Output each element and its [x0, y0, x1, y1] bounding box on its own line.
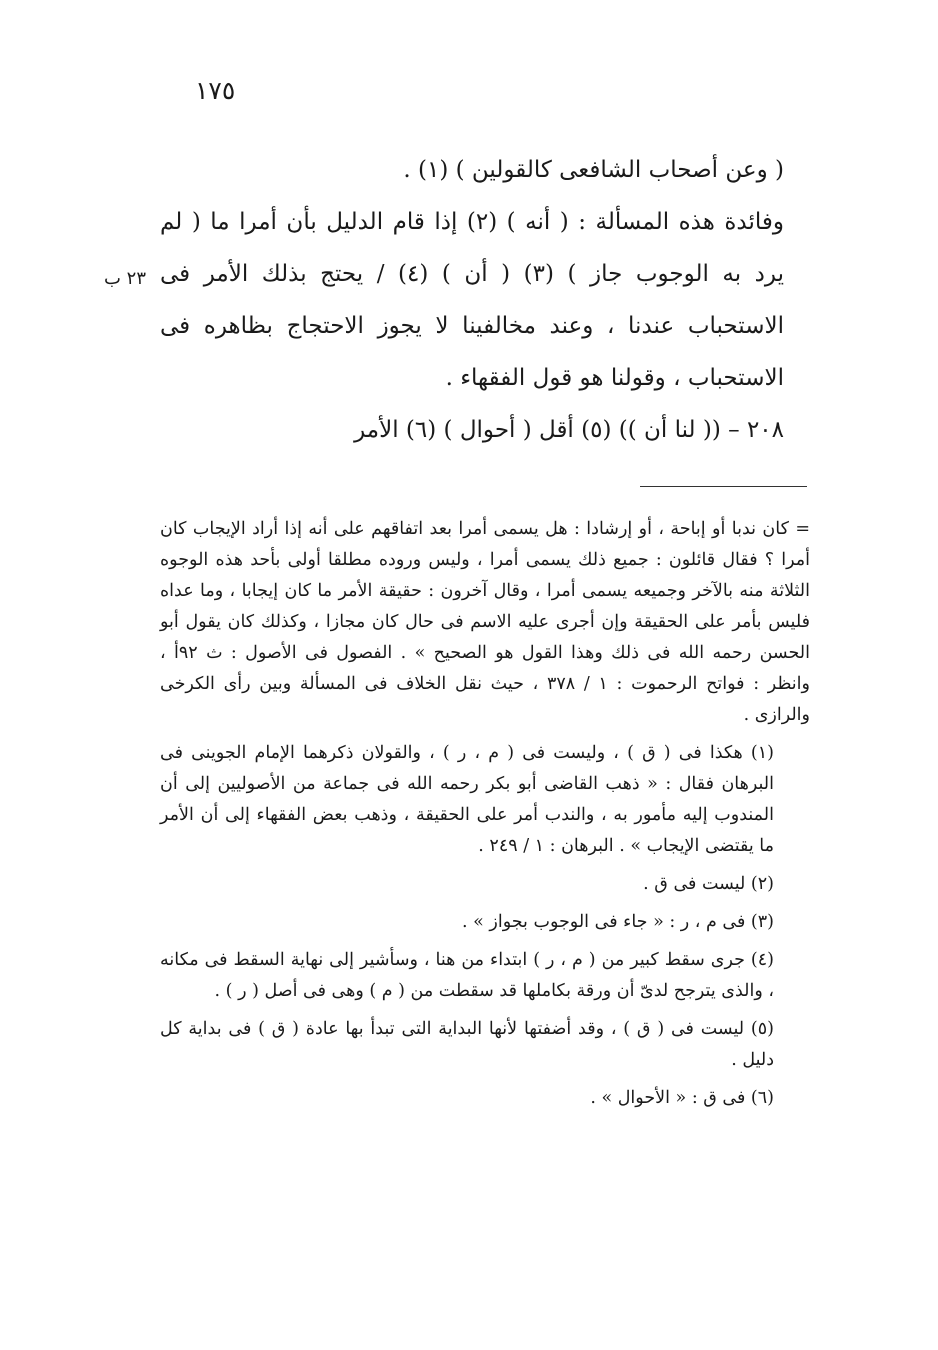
page-number: ١٧٥: [195, 76, 236, 105]
footnote-1: (١) هكذا فى ( ق ) ، وليست فى ( م ، ر ) ، والقولان ذكرهما الإمام الجوينى فى البرهان فقال : « ذهب القاضى أبو بكر رحمه الله فى جماعة من الأصوليين إلى أن المندوب إليه مأمور به ، والندب أمر على الحقيقة ، وذهب بعض الفقهاء إلى أن الأمر ما يقتضى الإيجاب » . البرهان : ١ / ٢٤٩ .: [160, 743, 774, 856]
footnote-continuation: = كان ندبا أو إباحة ، أو إرشادا : هل يسمى أمرا بعد اتفاقهم على أنه إذا أراد الإيجاب كان أمرا ؟ فقال قائلون : جميع ذلك يسمى أمرا ، وليس وروده مطلقا أولى بأحد هذه الوجوه الثلاثة منه بالآخر وجميعه يسمى أمرا ، وقال آخرون : حقيقة الأمر ما كان إيجابا ، وما عداه فليس بأمر على الحقيقة وإن أجرى عليه الاسم فى حال كان مجازا ، وكذلك كان يقول أبو الحسن رحمه الله فى ذلك وهذا القول هو الصحيح » . الفصول فى الأصول : ث ٩٢أ ، وانظر : فواتح الرحموت : ١ / ٣٧٨ ، حيث نقل الخلاف فى المسألة وبين رأى الكرخى والرازى .: [160, 519, 811, 725]
footnote-2: (٢) ليست فى ق .: [643, 874, 774, 894]
main-line-1: ( وعن أصحاب الشافعى كالقولين ) (١) .: [403, 157, 784, 183]
main-paragraph-2: وفائدة هذه المسألة : ( أنه ) (٢) إذا قام الدليل بأن أمرا ما ( لم يرد به الوجوب جاز ) (٣) ( أن ) (٤) / يحتج بذلك الأمر فى الاستحباب عندنا ، وعند مخالفينا لا يجوز الاحتجاج بظاهره فى الاستحباب ، وقولنا هو قول الفقهاء .: [160, 209, 784, 391]
main-text: [160, 144, 810, 456]
footnote-divider: [640, 486, 807, 487]
footnote-5: (٥) ليست فى ( ق ) ، وقد أضفتها لأنها البداية التى تبدأ بها عادة ( ق ) فى بداية كل دليل .: [160, 1019, 774, 1070]
footnotes: [160, 514, 810, 1114]
footnote-6: (٦) فى ق : « الأحوال » .: [590, 1088, 774, 1108]
manuscript-folio-note: ٢٣ ب: [104, 268, 147, 289]
footnote-4: (٤) جرى سقط كبير من ( م ، ر ) ابتداء من هنا ، وسأشير إلى نهاية السقط فى مكانه ، والذى يترجح لدىّ أن ورقة بكاملها قد سقطت من ( م ) وهى فى أصل ( ر ) .: [160, 950, 774, 1001]
main-paragraph-3: ٢٠٨ – (( لنا أن )) (٥) أقل ( أحوال ) (٦) الأمر: [354, 417, 784, 443]
footnote-3: (٣) فى م ، ر : « جاء فى الوجوب بجواز » .: [462, 912, 774, 932]
